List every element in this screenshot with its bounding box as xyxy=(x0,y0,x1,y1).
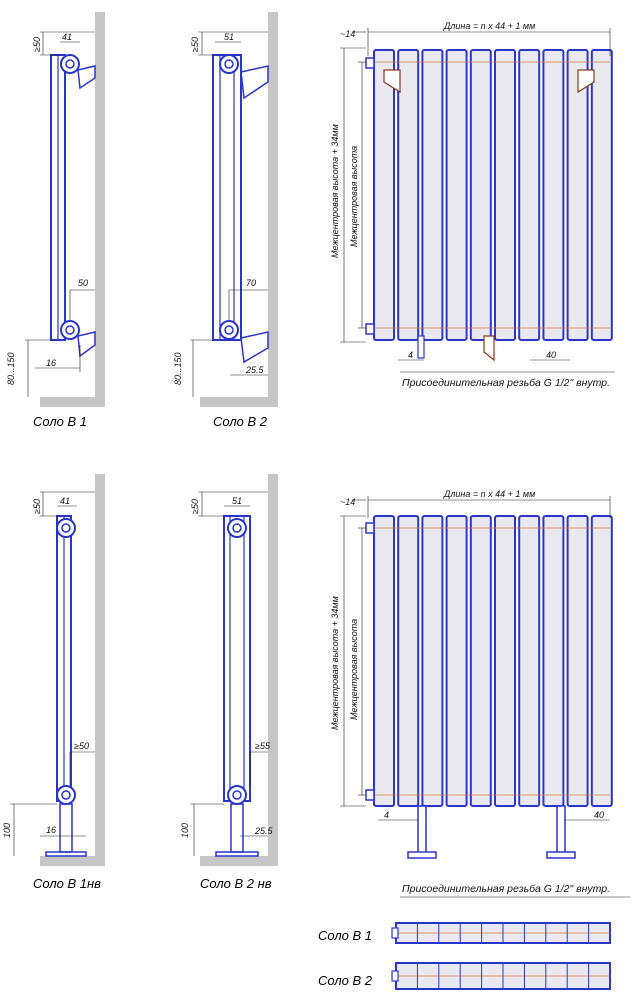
top-gap-dim: ≥50 xyxy=(190,37,200,52)
top-view-solo-v2 xyxy=(318,963,610,989)
dim-left: 4 xyxy=(408,350,414,360)
top-view-solo-v1 xyxy=(318,923,610,943)
radiator-body xyxy=(224,516,250,801)
floor xyxy=(200,856,278,866)
top-connection xyxy=(228,519,246,537)
wall-bracket xyxy=(241,66,268,98)
top-connection xyxy=(57,519,75,537)
top-gap-dim: ≥50 xyxy=(32,499,42,514)
top-connection xyxy=(220,55,238,73)
thread-note: Присоединительная резьба G 1/2" внутр. xyxy=(402,883,611,895)
side-view-solo-v1 xyxy=(6,12,105,429)
radiator-body xyxy=(213,55,241,340)
floor-height-dim: 100 xyxy=(180,822,190,838)
bottom-connection xyxy=(220,321,238,339)
bottom-offset-dim: ≥50 xyxy=(74,741,89,751)
floor-height-dim: 80...150 xyxy=(173,352,183,385)
floor-height-dim: 100 xyxy=(2,822,12,838)
radiator-section xyxy=(471,516,491,806)
radiator-section xyxy=(568,516,588,806)
floor-stand-right xyxy=(557,806,565,854)
dim-right: 40 xyxy=(546,350,557,360)
small-dim: 16 xyxy=(46,358,57,368)
depth-dim: 41 xyxy=(62,32,73,42)
radiator-section xyxy=(422,516,442,806)
radiator-section xyxy=(592,50,612,340)
radiator-section xyxy=(543,50,563,340)
radiator-section xyxy=(447,516,467,806)
wall xyxy=(268,474,278,864)
caption: Соло В 1 xyxy=(33,414,88,429)
radiator-sections xyxy=(374,516,612,806)
top-gap-dim: ≥50 xyxy=(190,499,200,514)
small-dim: 25.5 xyxy=(246,365,264,375)
depth-dim: 51 xyxy=(224,32,235,42)
floor-stand xyxy=(60,804,72,852)
floor xyxy=(40,856,105,866)
top-connection xyxy=(61,55,79,73)
radiator-section xyxy=(568,50,588,340)
left-offset-dim: ~14 xyxy=(340,29,356,39)
radiator-section xyxy=(471,50,491,340)
floor-stand xyxy=(231,804,243,852)
radiator-section xyxy=(495,516,515,806)
front-view-wall xyxy=(330,21,615,389)
caption: Соло В 2 xyxy=(213,414,268,429)
floor xyxy=(40,397,105,407)
radiator-section xyxy=(422,50,442,340)
floor-stand-left xyxy=(418,806,426,854)
top-view-label: Соло В 2 xyxy=(318,973,373,988)
caption: Соло В 2 нв xyxy=(200,876,272,891)
bottom-bracket xyxy=(484,336,494,360)
side-view-solo-v1nv xyxy=(2,474,105,891)
left-offset-dim: ~14 xyxy=(340,497,356,507)
bottom-offset-dim: 50 xyxy=(78,278,89,288)
radiator-section xyxy=(398,50,418,340)
small-dim: 16 xyxy=(46,825,57,835)
radiator-section xyxy=(398,516,418,806)
bottom-connection xyxy=(57,786,75,804)
depth-dim: 41 xyxy=(60,496,71,506)
small-dim: 25.5 xyxy=(255,826,273,836)
caption: Соло В 1нв xyxy=(33,876,101,891)
floor xyxy=(200,397,278,407)
radiator-section xyxy=(519,50,539,340)
height-label: Межцентровая высота + 34мм xyxy=(330,596,340,730)
dim-left: 4 xyxy=(384,810,390,820)
radiator-sections xyxy=(374,50,612,340)
top-gap-dim: ≥50 xyxy=(32,37,42,52)
length-formula: Длина = n x 44 + 1 мм xyxy=(444,21,536,31)
radiator-section xyxy=(447,50,467,340)
wall xyxy=(95,12,105,407)
length-formula: Длина = n x 44 + 1 мм xyxy=(444,489,536,499)
bottom-connection xyxy=(61,321,79,339)
bottom-connection xyxy=(228,786,246,804)
side-view-solo-v2nv xyxy=(180,474,278,891)
bottom-offset-dim: 70 xyxy=(246,278,257,288)
radiator-section xyxy=(592,516,612,806)
center-height-label: Межцентровая высота xyxy=(349,618,359,720)
radiator-section xyxy=(519,516,539,806)
wall xyxy=(268,12,278,407)
front-view-floor xyxy=(330,489,630,897)
depth-dim: 51 xyxy=(232,496,243,506)
bottom-offset-dim: ≥55 xyxy=(255,741,270,751)
thread-note: Присоединительная резьба G 1/2" внутр. xyxy=(402,377,611,389)
height-label: Межцентровая высота + 34мм xyxy=(330,124,340,258)
center-height-label: Межцентровая высота xyxy=(349,145,359,247)
wall xyxy=(95,474,105,864)
wall-bracket xyxy=(78,66,95,88)
radiator-section xyxy=(543,516,563,806)
radiator-section xyxy=(495,50,515,340)
radiator-section xyxy=(374,516,394,806)
side-view-solo-v2 xyxy=(173,12,278,429)
dim-right: 40 xyxy=(594,810,605,820)
top-view-label: Соло В 1 xyxy=(318,928,373,943)
radiator-section xyxy=(374,50,394,340)
floor-height-dim: 80...150 xyxy=(6,352,16,385)
